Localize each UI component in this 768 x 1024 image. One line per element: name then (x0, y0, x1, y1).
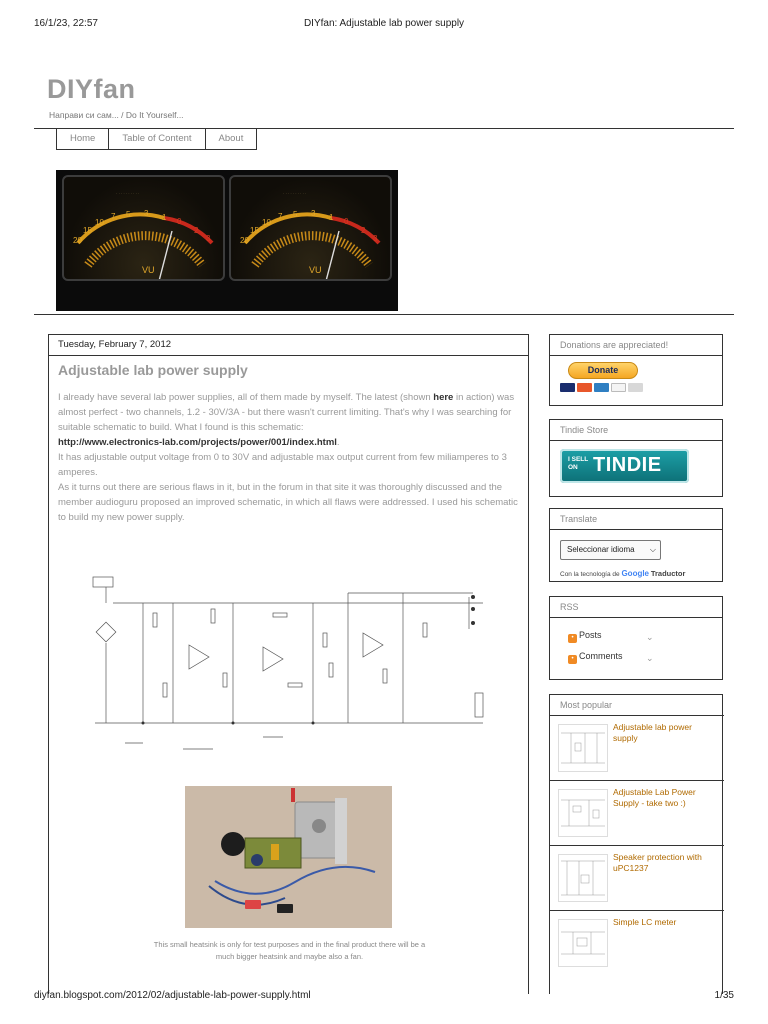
popular-post-thumbnail[interactable] (558, 724, 608, 772)
rss-posts-label: Posts (579, 630, 602, 640)
post-link-electronics-lab[interactable]: http://www.electronics-lab.com/projects/power/001/index.html (58, 437, 337, 448)
popular-post[interactable] (550, 845, 724, 909)
svg-text:20: 20 (73, 236, 82, 245)
rss-feed-icon: • (568, 634, 577, 643)
translate-widget (549, 508, 723, 582)
popular-post[interactable] (550, 910, 724, 974)
svg-text:7: 7 (111, 212, 116, 221)
popular-post-link[interactable]: Adjustable lab power supply (613, 722, 692, 743)
svg-text:3: 3 (206, 234, 211, 243)
rss-title: RSS (550, 597, 722, 618)
powered-prefix: Con la tecnología de (560, 571, 620, 578)
donations-widget (549, 334, 723, 406)
mastercard-icon (577, 383, 592, 392)
post-title[interactable]: Adjustable lab power supply (58, 362, 248, 378)
chevron-down-icon: ⌵ (649, 545, 656, 554)
post-date: Tuesday, February 7, 2012 (49, 335, 528, 356)
svg-text:2: 2 (194, 226, 199, 235)
vu-meter-right (229, 175, 392, 281)
payment-cards (560, 383, 643, 392)
popular-post-link[interactable]: Adjustable Lab Power Supply - take two :) (613, 787, 696, 808)
post-body (58, 390, 518, 525)
svg-text:0: 0 (177, 217, 182, 226)
tindie-badge-word: TINDIE (593, 454, 662, 476)
svg-text:10: 10 (262, 218, 271, 227)
svg-text:3: 3 (311, 209, 316, 218)
vu-meter-left (62, 175, 225, 281)
banner-divider (34, 314, 734, 315)
svg-text:VU: VU (142, 265, 155, 275)
svg-text:· · · · · · · · · ·: · · · · · · · · · · (116, 191, 140, 196)
post-link-here[interactable]: here (433, 392, 454, 403)
svg-text:0: 0 (344, 217, 349, 226)
tindie-badge-small-text: I SELL ON (568, 456, 589, 471)
tindie-widget (549, 419, 723, 497)
popular-post[interactable] (550, 780, 724, 844)
svg-text:2: 2 (361, 226, 366, 235)
print-footer (34, 990, 734, 1004)
amex-card-icon (594, 383, 609, 392)
powered-suffix: Traductor (650, 569, 686, 578)
blog-title[interactable]: DIYfan (47, 74, 136, 104)
language-select[interactable] (560, 540, 661, 560)
svg-text:15: 15 (83, 226, 92, 235)
visa-card-icon (560, 383, 575, 392)
print-datetime: 16/1/23, 22:57 (34, 18, 98, 29)
main-nav (56, 128, 257, 150)
svg-text:5: 5 (293, 210, 298, 219)
svg-text:3: 3 (373, 234, 378, 243)
nav-about[interactable]: About (205, 128, 258, 150)
print-header (34, 18, 734, 32)
svg-text:3: 3 (144, 209, 149, 218)
google-logo[interactable]: Google (621, 569, 650, 578)
donate-button[interactable]: Donate (568, 362, 638, 379)
most-popular-title: Most popular (560, 700, 613, 710)
bank-card-icon (628, 383, 643, 392)
svg-text:10: 10 (95, 218, 104, 227)
svg-text:1: 1 (329, 213, 334, 222)
circuit-photo[interactable] (185, 786, 392, 928)
language-select-value: Seleccionar idioma (567, 545, 635, 554)
svg-text:1: 1 (162, 213, 167, 222)
header-banner-image (56, 170, 398, 311)
nav-table-of-content[interactable]: Table of Content (108, 128, 205, 150)
svg-text:· · · · · · · · · ·: · · · · · · · · · · (283, 191, 307, 196)
rss-feed-icon: • (568, 655, 577, 664)
svg-text:7: 7 (278, 212, 283, 221)
print-page-number: 1/35 (714, 990, 734, 1001)
popular-post-link[interactable]: Speaker protection with uPC1237 (613, 852, 702, 873)
post-text: in action) was almost perfect - two channels, 1.2 - 30V/3A - but there wasn't current limiting. That's why I was searching for suitable schematic to build. What I found is this schematic: (58, 392, 515, 433)
svg-text:VU: VU (309, 265, 322, 275)
svg-text:20: 20 (240, 236, 249, 245)
most-popular-widget (549, 694, 723, 994)
schematic-image[interactable] (83, 573, 495, 769)
post-paragraph-1 (58, 390, 518, 450)
blog-description: Направи си сам... / Do It Yourself... (49, 110, 184, 120)
svg-text:15: 15 (250, 226, 259, 235)
rss-posts[interactable] (568, 630, 602, 643)
donations-title: Donations are appreciated! (550, 335, 722, 356)
post-paragraph-2: It has adjustable output voltage from 0 to 30V and adjustable max output current from few miliamperes to 3 amperes. (58, 452, 507, 478)
svg-text:5: 5 (126, 210, 131, 219)
post-paragraph-3: As it turns out there are serious flaws in it, but in the forum in that site it was thoroughly discussed and the member audioguru proposed an improved schematic, in which all flaws were addressed. I used his schematic to build my new power supply. (58, 482, 518, 523)
popular-post-link[interactable]: Simple LC meter (613, 917, 677, 927)
discover-card-icon (611, 383, 626, 392)
popular-post-thumbnail[interactable] (558, 919, 608, 967)
popular-post-thumbnail[interactable] (558, 789, 608, 837)
photo-caption: This small heatsink is only for test purposes and in the final product there will be a much bigger heatsink and maybe also a fan. (153, 940, 426, 961)
print-url: diyfan.blogspot.com/2012/02/adjustable-lab-power-supply.html (34, 990, 311, 1001)
tindie-badge[interactable] (560, 449, 689, 483)
chevron-down-icon[interactable]: ⌄ (646, 632, 654, 642)
rss-comments-label: Comments (579, 651, 623, 661)
rss-comments[interactable] (568, 651, 623, 664)
tindie-title: Tindie Store (550, 420, 722, 441)
rss-widget (549, 596, 723, 680)
print-page-title: DIYfan: Adjustable lab power supply (303, 18, 465, 29)
popular-post[interactable] (550, 715, 724, 779)
blog-post (48, 334, 529, 994)
translate-title: Translate (550, 509, 722, 530)
chevron-down-icon[interactable]: ⌄ (646, 653, 654, 663)
popular-post-thumbnail[interactable] (558, 854, 608, 902)
post-text: I already have several lab power supplies, all of them made by myself. The latest (shown (58, 392, 434, 403)
powered-by-google (560, 569, 685, 578)
nav-home[interactable]: Home (56, 128, 109, 150)
post-text: . (336, 437, 340, 448)
